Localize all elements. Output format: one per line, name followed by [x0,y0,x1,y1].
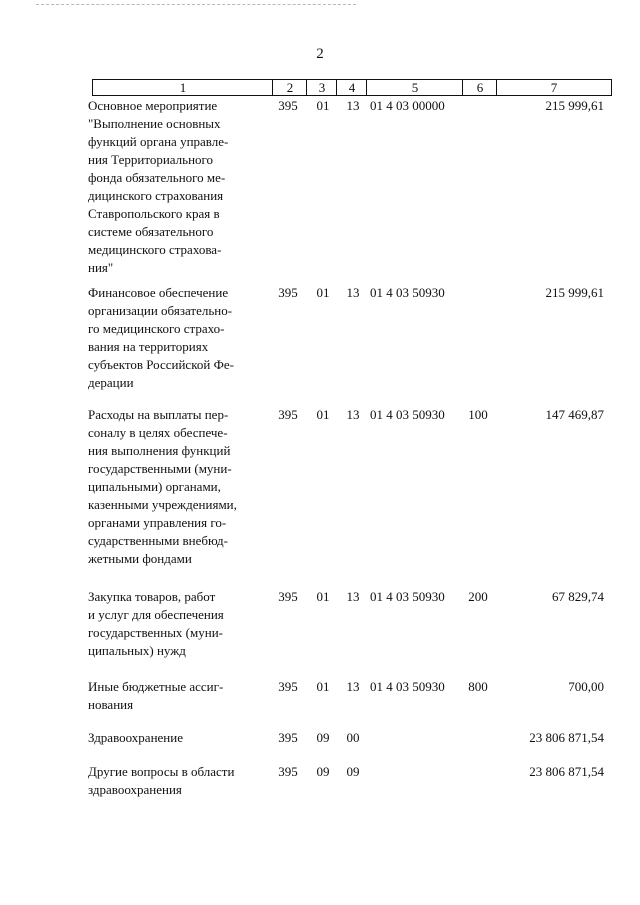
row-col3: 09 [316,764,330,779]
row-col2: 395 [278,679,298,694]
row-col5: 01 4 03 00000 [370,98,445,113]
row-col4: 13 [346,589,360,604]
row-col3: 01 [316,98,330,113]
row-col7: 23 806 871,54 [529,764,604,779]
row-col4: 09 [346,764,360,779]
row-col3: 01 [316,679,330,694]
header-cell-1: 1 [92,79,273,96]
header-cell-7: 7 [496,79,612,96]
row-col3: 01 [316,589,330,604]
row-col7: 23 806 871,54 [529,730,604,745]
row-col5: 01 4 03 50930 [370,407,445,422]
row-name: Здравоохранение [88,730,183,745]
row-col4: 13 [346,98,360,113]
row-col4: 13 [346,407,360,422]
row-name: Другие вопросы в области здравоохранения [88,764,235,797]
row-col4: 00 [346,730,360,745]
row-col7: 215 999,61 [545,285,604,300]
header-cell-2: 2 [272,79,307,96]
row-col3: 01 [316,407,330,422]
row-name: Иные бюджетные ассиг- нования [88,679,224,712]
row-col6: 100 [468,407,488,422]
row-col5: 01 4 03 50930 [370,285,445,300]
row-col2: 395 [278,764,298,779]
row-col4: 13 [346,679,360,694]
page-number: 2 [316,46,324,62]
row-col2: 395 [278,98,298,113]
row-col6: 200 [468,589,488,604]
header-cell-4: 4 [336,79,367,96]
row-col3: 09 [316,730,330,745]
row-name: Основное мероприятие "Выполнение основных функций органа управле- ния Территориального фонда обязательного ме- дицинского страхования Ставропольского края в системе обязательного медицинского страхова- ния" [88,98,229,275]
row-col2: 395 [278,589,298,604]
row-col6: 800 [468,679,488,694]
row-col7: 215 999,61 [545,98,604,113]
row-name: Закупка товаров, работ и услуг для обеспечения государственных (муни- ципальных) нужд [88,589,224,658]
top-scan-artifact [36,4,356,7]
row-name: Расходы на выплаты пер- соналу в целях обеспече- ния выполнения функций государственными (муни- ципальными) органами, казенными учреждениями, органами управления го- сударственными внебюд- жетными фондами [88,407,237,566]
row-col5: 01 4 03 50930 [370,679,445,694]
row-col7: 147 469,87 [545,407,604,422]
row-col2: 395 [278,730,298,745]
row-col2: 395 [278,407,298,422]
row-col2: 395 [278,285,298,300]
header-cell-6: 6 [462,79,497,96]
row-col7: 700,00 [568,679,604,694]
row-col4: 13 [346,285,360,300]
header-cell-3: 3 [306,79,337,96]
row-col5: 01 4 03 50930 [370,589,445,604]
header-cell-5: 5 [366,79,463,96]
row-name: Финансовое обеспечение организации обязательно- го медицинского страхо- вания на территориях субъектов Российской Фе- дерации [88,285,234,390]
row-col3: 01 [316,285,330,300]
row-col7: 67 829,74 [552,589,604,604]
